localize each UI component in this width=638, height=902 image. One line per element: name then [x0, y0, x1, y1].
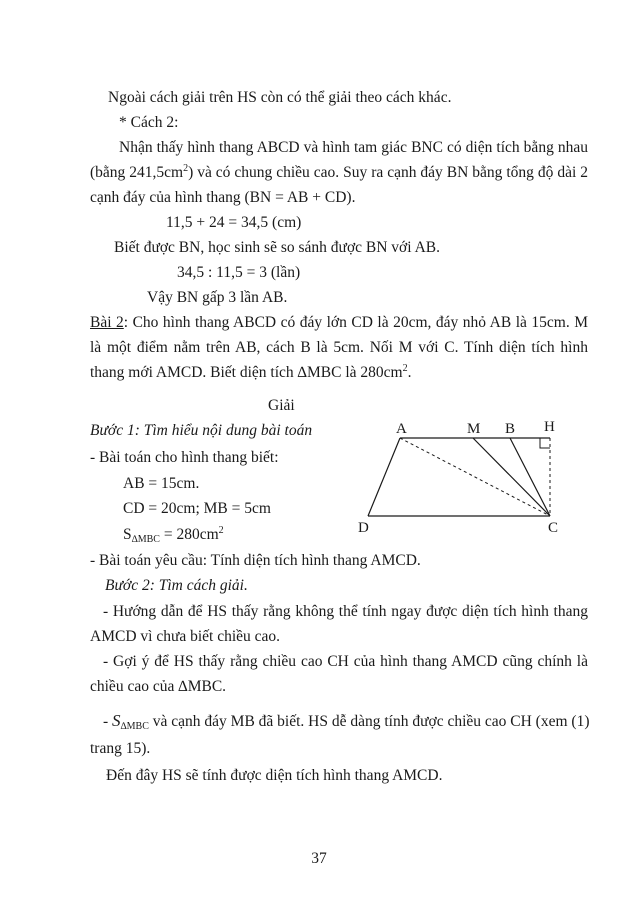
text-line-hint-cont: chiều cao của ∆MBC.: [90, 678, 227, 695]
text-line-exercise-2-cont: là một điểm nằm trên AB, cách B là 5cm. Nối M với C. Tính diện tích hình: [90, 339, 588, 356]
solution-heading: Giải: [268, 397, 295, 414]
segment-ad: [368, 438, 400, 516]
step-1-heading: Bước 1: Tìm hiểu nội dung bài toán: [90, 422, 313, 439]
text-line-method-2: * Cách 2:: [119, 114, 179, 131]
page-number: 37: [311, 850, 327, 867]
given-ab: AB = 15cm.: [123, 475, 200, 492]
text-line-compare: Biết được BN, học sinh sẽ so sánh được BN với AB.: [114, 239, 440, 256]
math-line-division: 34,5 : 11,5 = 3 (lần): [177, 264, 301, 281]
right-angle-mark: [540, 438, 550, 448]
text-line-exercise-2: Bài 2: Cho hình thang ABCD có đáy lớn CD là 20cm, đáy nhỏ AB là 15cm. M: [90, 314, 588, 331]
label-a: A: [396, 421, 407, 437]
label-d: D: [358, 520, 369, 536]
segment-mc: [473, 438, 550, 516]
text-line-page-ref: trang 15).: [90, 740, 151, 757]
given-area-mbc: $S_{\Delta MBC} = 280cm^2$: [123, 525, 224, 545]
text-line-requirement: - Bài toán yêu cầu: Tính diện tích hình thang AMCD.: [90, 552, 421, 569]
given-cd-mb: CD = 20cm; MB = 5cm: [123, 500, 271, 517]
label-h: H: [544, 419, 555, 435]
segment-bc: [510, 438, 550, 516]
text-line-conclusion: Vậy BN gấp 3 lần AB.: [147, 289, 288, 306]
text-line-final: Đến đây HS sẽ tính được diện tích hình thang AMCD.: [106, 767, 443, 784]
text-line-exercise-2-end: thang mới AMCD. Biết diện tích ∆MBC là $280cm^2$.: [90, 363, 412, 381]
text-line-hint: - Gợi ý để HS thấy rằng chiều cao CH của hình thang AMCD cũng chính là: [103, 653, 588, 670]
segment-ac-dashed: [400, 438, 550, 516]
text-line-area-equal: (bằng $241,5cm^2$) và có chung chiều cao. Suy ra cạnh đáy BN bằng tổng độ dài 2: [90, 163, 588, 181]
math-line-sum: 11,5 + 24 = 34,5 (cm): [166, 214, 302, 231]
exercise-2-label: Bài 2: [90, 314, 124, 331]
label-b: B: [505, 421, 516, 437]
text-line-height-calc: - $S_{\Delta MBC}$ và cạnh đáy MB đã biết. HS dễ dàng tính được chiều cao CH (xem (1): [103, 711, 590, 732]
text-line-guide-cont: AMCD vì chưa biết chiều cao.: [90, 628, 281, 645]
text-line-other-method: Ngoài cách giải trên HS còn có thể giải theo cách khác.: [108, 89, 452, 106]
step-2-heading: Bước 2: Tìm cách giải.: [105, 577, 248, 594]
text-line-observation: Nhận thấy hình thang ABCD và hình tam giác BNC có diện tích bằng nhau: [119, 139, 588, 156]
label-m: M: [467, 421, 481, 437]
trapezoid-figure: [350, 416, 590, 536]
text-line-bases: cạnh đáy của hình thang (BN = AB + CD).: [90, 189, 356, 206]
text-line-given: - Bài toán cho hình thang biết:: [90, 449, 279, 466]
text-line-guide: - Hướng dẫn để HS thấy rằng không thể tính ngay được diện tích hình thang: [103, 603, 588, 620]
label-c: C: [548, 520, 559, 536]
